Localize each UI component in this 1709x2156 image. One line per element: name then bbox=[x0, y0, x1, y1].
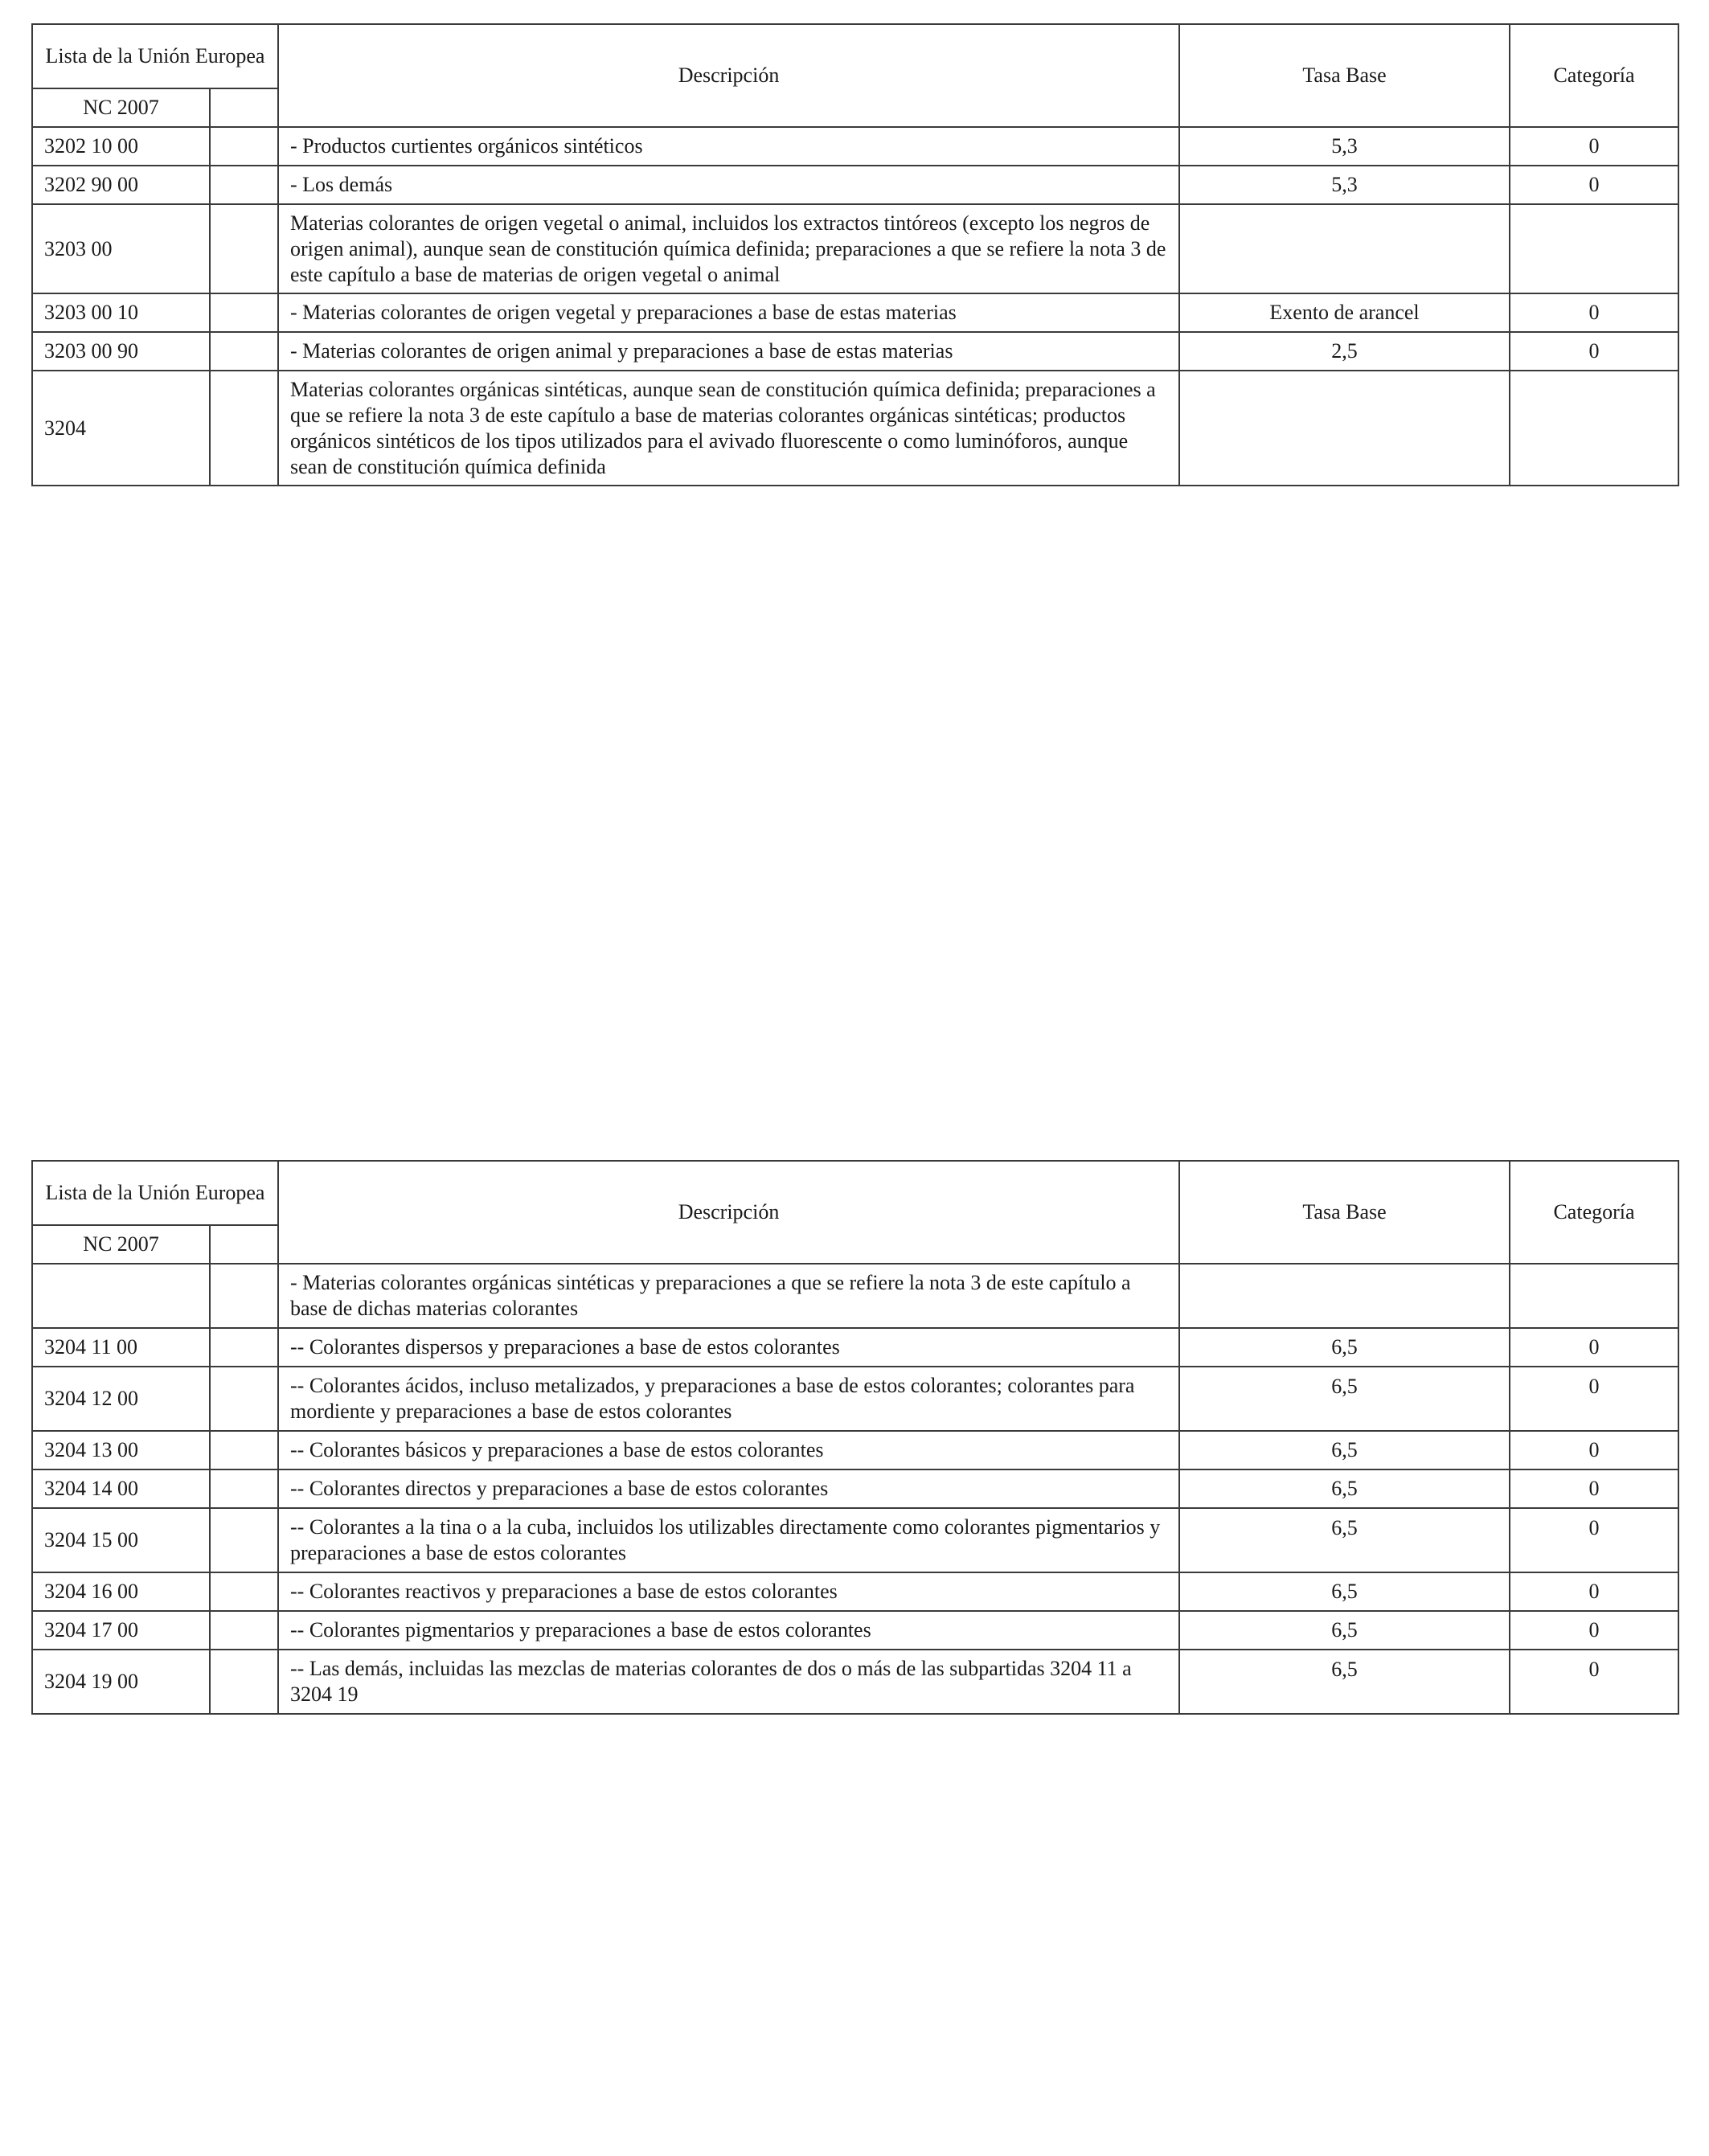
blank-cell bbox=[210, 371, 278, 486]
rate-cell: 6,5 bbox=[1179, 1431, 1510, 1469]
table-row bbox=[32, 1469, 1678, 1508]
table-row bbox=[32, 1572, 1678, 1611]
category-cell: 0 bbox=[1510, 1611, 1678, 1650]
blank-cell bbox=[210, 127, 278, 166]
table-row bbox=[32, 1508, 1678, 1572]
rate-cell: Exento de arancel bbox=[1179, 293, 1510, 332]
rate-cell: 5,3 bbox=[1179, 166, 1510, 204]
table-row bbox=[32, 1611, 1678, 1650]
category-cell: 0 bbox=[1510, 1508, 1678, 1572]
code-cell: 3204 11 00 bbox=[32, 1328, 210, 1367]
blank-cell bbox=[210, 1367, 278, 1431]
blank-cell bbox=[210, 1328, 278, 1367]
description-cell: -- Colorantes dispersos y preparaciones a base de estos colorantes bbox=[278, 1328, 1179, 1367]
description-cell: Materias colorantes de origen vegetal o animal, incluidos los extractos tintóreos (excepto los negros de origen animal), aunque sean de constitución química definida; preparaciones a que se refiere la nota 3 de este capítulo a base de materias de origen vegetal o animal bbox=[278, 204, 1179, 293]
description-cell: -- Colorantes a la tina o a la cuba, incluidos los utilizables directamente como colorantes pigmentarios y preparaciones a base de estos colorantes bbox=[278, 1508, 1179, 1572]
table-row bbox=[32, 204, 1678, 293]
table-row bbox=[32, 1367, 1678, 1431]
table-row bbox=[32, 371, 1678, 486]
description-cell: - Materias colorantes de origen vegetal y preparaciones a base de estas materias bbox=[278, 293, 1179, 332]
category-cell: 0 bbox=[1510, 166, 1678, 204]
code-cell: 3204 16 00 bbox=[32, 1572, 210, 1611]
header-description: Descripción bbox=[278, 24, 1179, 127]
description-cell: - Materias colorantes orgánicas sintéticas y preparaciones a que se refiere la nota 3 de este capítulo a base de dichas materias colorantes bbox=[278, 1264, 1179, 1328]
description-cell: - Los demás bbox=[278, 166, 1179, 204]
rate-cell: 6,5 bbox=[1179, 1469, 1510, 1508]
table-row bbox=[32, 1264, 1678, 1328]
category-cell: 0 bbox=[1510, 1650, 1678, 1714]
code-cell: 3203 00 10 bbox=[32, 293, 210, 332]
table-row bbox=[32, 1328, 1678, 1367]
rate-cell: 6,5 bbox=[1179, 1508, 1510, 1572]
rate-cell: 6,5 bbox=[1179, 1650, 1510, 1714]
header-list-label: Lista de la Unión Europea bbox=[32, 24, 278, 88]
code-cell: 3203 00 bbox=[32, 204, 210, 293]
header-blank-cell bbox=[210, 88, 278, 127]
blank-cell bbox=[210, 1431, 278, 1469]
blank-cell bbox=[210, 293, 278, 332]
rate-cell bbox=[1179, 204, 1510, 293]
code-cell bbox=[32, 1264, 210, 1328]
blank-cell bbox=[210, 1508, 278, 1572]
category-cell bbox=[1510, 1264, 1678, 1328]
rate-cell: 6,5 bbox=[1179, 1611, 1510, 1650]
rate-cell bbox=[1179, 371, 1510, 486]
description-cell: - Materias colorantes de origen animal y preparaciones a base de estas materias bbox=[278, 332, 1179, 371]
code-cell: 3202 90 00 bbox=[32, 166, 210, 204]
rate-cell: 6,5 bbox=[1179, 1572, 1510, 1611]
category-cell: 0 bbox=[1510, 127, 1678, 166]
table-row bbox=[32, 293, 1678, 332]
category-cell bbox=[1510, 371, 1678, 486]
table-row bbox=[32, 1650, 1678, 1714]
header-description: Descripción bbox=[278, 1161, 1179, 1264]
blank-cell bbox=[210, 1650, 278, 1714]
code-cell: 3204 14 00 bbox=[32, 1469, 210, 1508]
code-cell: 3204 17 00 bbox=[32, 1611, 210, 1650]
code-cell: 3204 13 00 bbox=[32, 1431, 210, 1469]
tariff-table-1 bbox=[31, 23, 1679, 486]
description-cell: -- Colorantes pigmentarios y preparaciones a base de estos colorantes bbox=[278, 1611, 1179, 1650]
blank-cell bbox=[210, 1264, 278, 1328]
description-cell: - Productos curtientes orgánicos sintéticos bbox=[278, 127, 1179, 166]
rate-cell: 6,5 bbox=[1179, 1328, 1510, 1367]
blank-cell bbox=[210, 1611, 278, 1650]
rate-cell: 5,3 bbox=[1179, 127, 1510, 166]
blank-cell bbox=[210, 166, 278, 204]
header-row bbox=[32, 1161, 1678, 1225]
code-cell: 3202 10 00 bbox=[32, 127, 210, 166]
header-nc-label: NC 2007 bbox=[32, 1225, 210, 1264]
blank-cell bbox=[210, 1469, 278, 1508]
table-row bbox=[32, 127, 1678, 166]
rate-cell: 2,5 bbox=[1179, 332, 1510, 371]
category-cell: 0 bbox=[1510, 1469, 1678, 1508]
description-cell: Materias colorantes orgánicas sintéticas, aunque sean de constitución química definida; preparaciones a que se refiere la nota 3 de este capítulo a base de materias colorantes orgánicas sintéticas; productos orgánicos sintéticos de los tipos utilizados para el avivado fluorescente o como luminóforos, aunque sean de constitución química definida bbox=[278, 371, 1179, 486]
table-row bbox=[32, 332, 1678, 371]
header-nc-label: NC 2007 bbox=[32, 88, 210, 127]
blank-cell bbox=[210, 1572, 278, 1611]
code-cell: 3204 15 00 bbox=[32, 1508, 210, 1572]
header-blank-cell bbox=[210, 1225, 278, 1264]
header-list-label: Lista de la Unión Europea bbox=[32, 1161, 278, 1225]
code-cell: 3204 12 00 bbox=[32, 1367, 210, 1431]
code-cell: 3203 00 90 bbox=[32, 332, 210, 371]
header-row bbox=[32, 24, 1678, 88]
description-cell: -- Colorantes básicos y preparaciones a base de estos colorantes bbox=[278, 1431, 1179, 1469]
category-cell: 0 bbox=[1510, 1328, 1678, 1367]
description-cell: -- Colorantes directos y preparaciones a base de estos colorantes bbox=[278, 1469, 1179, 1508]
table-row bbox=[32, 1431, 1678, 1469]
rate-cell: 6,5 bbox=[1179, 1367, 1510, 1431]
category-cell bbox=[1510, 204, 1678, 293]
blank-cell bbox=[210, 332, 278, 371]
category-cell: 0 bbox=[1510, 293, 1678, 332]
blank-cell bbox=[210, 204, 278, 293]
category-cell: 0 bbox=[1510, 332, 1678, 371]
header-rate: Tasa Base bbox=[1179, 1161, 1510, 1264]
header-rate: Tasa Base bbox=[1179, 24, 1510, 127]
description-cell: -- Colorantes ácidos, incluso metalizados, y preparaciones a base de estos colorantes; colorantes para mordiente y preparaciones a base de estos colorantes bbox=[278, 1367, 1179, 1431]
category-cell: 0 bbox=[1510, 1572, 1678, 1611]
code-cell: 3204 19 00 bbox=[32, 1650, 210, 1714]
header-category: Categoría bbox=[1510, 1161, 1678, 1264]
rate-cell bbox=[1179, 1264, 1510, 1328]
table-row bbox=[32, 166, 1678, 204]
code-cell: 3204 bbox=[32, 371, 210, 486]
category-cell: 0 bbox=[1510, 1431, 1678, 1469]
description-cell: -- Las demás, incluidas las mezclas de materias colorantes de dos o más de las subpartidas 3204 11 a 3204 19 bbox=[278, 1650, 1179, 1714]
header-category: Categoría bbox=[1510, 24, 1678, 127]
category-cell: 0 bbox=[1510, 1367, 1678, 1431]
description-cell: -- Colorantes reactivos y preparaciones a base de estos colorantes bbox=[278, 1572, 1179, 1611]
tariff-table-2 bbox=[31, 1160, 1679, 1715]
